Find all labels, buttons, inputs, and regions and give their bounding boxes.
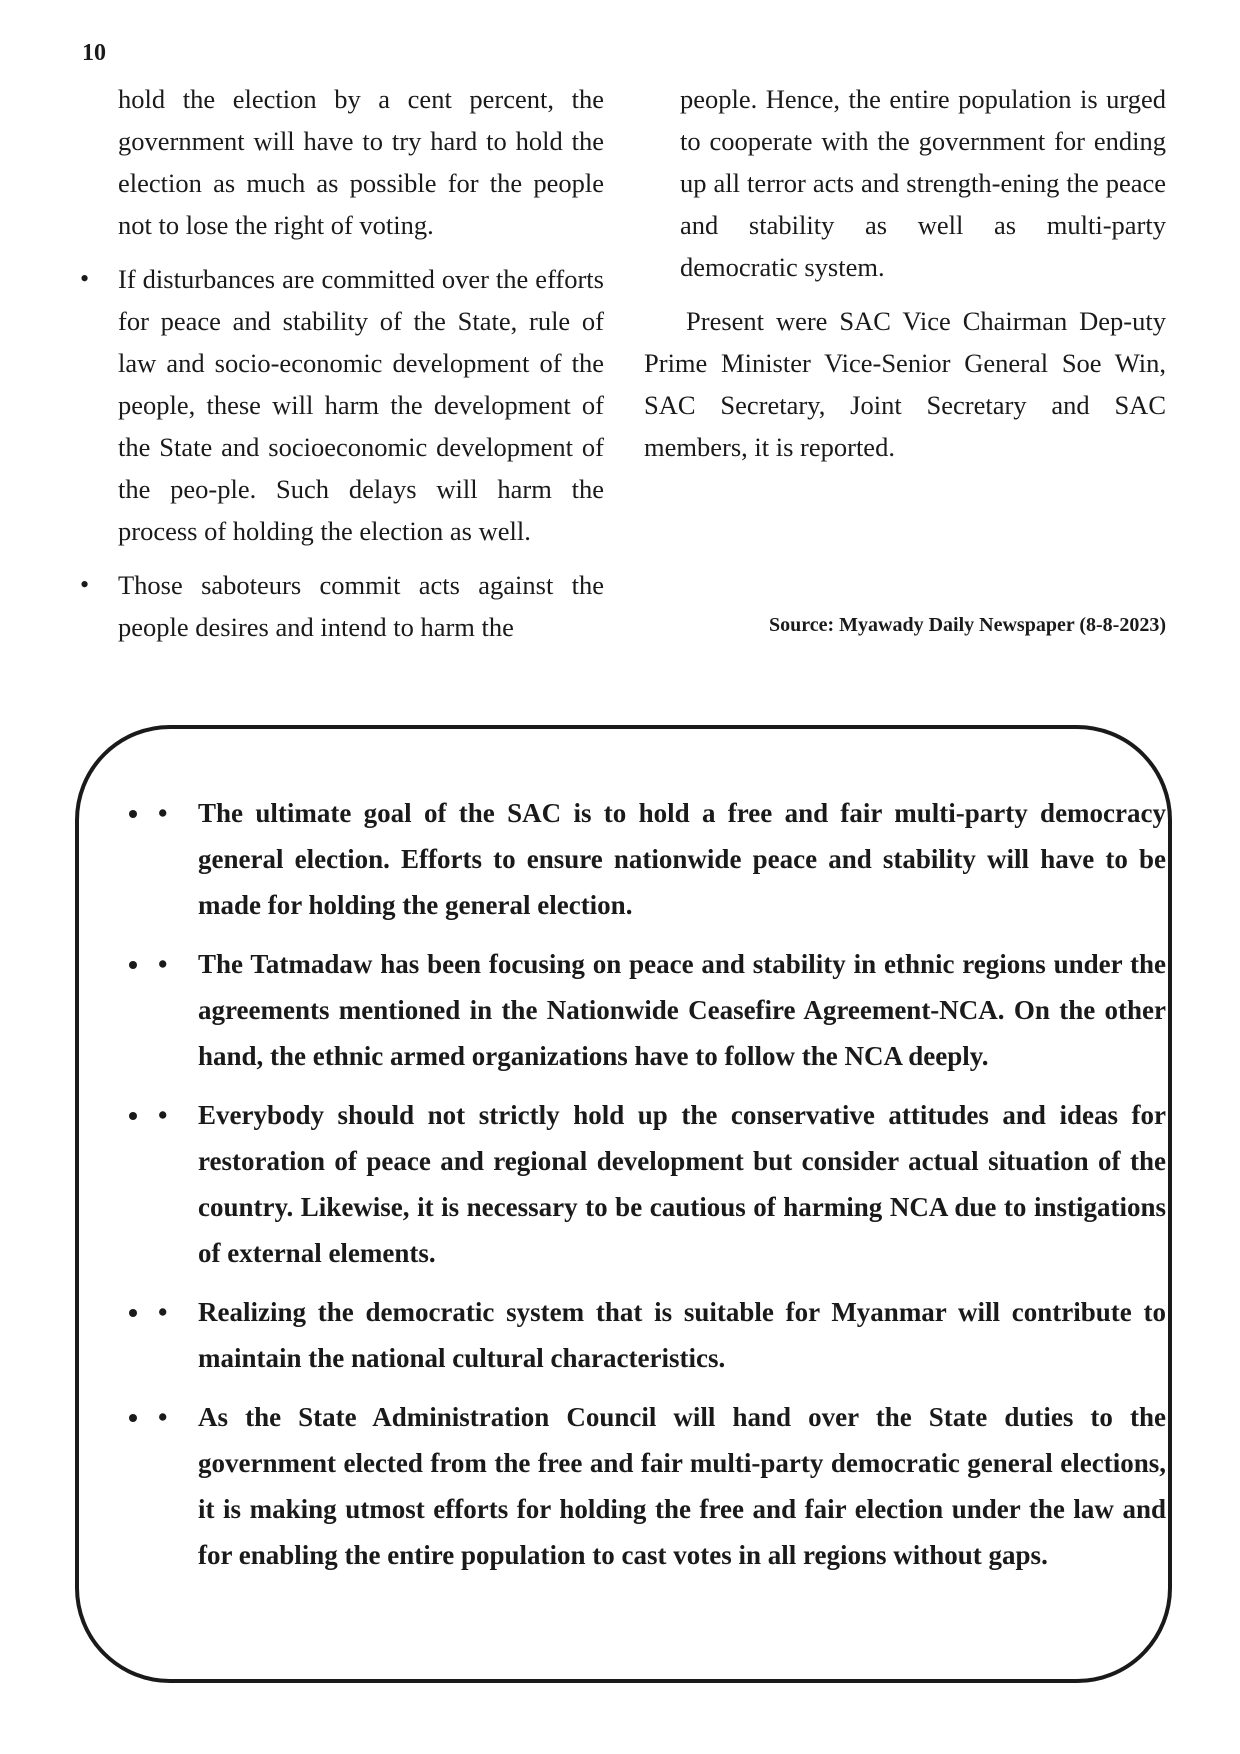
list-item: • Those saboteurs commit acts against the people desires and intend to harm the [80, 564, 604, 648]
page-number: 10 [82, 40, 106, 66]
right-continuation-text: people. Hence, the entire population is urged to cooperate with the government for ending up all terror acts and strength-ening the peace and stability as well as multi-party democratic system. [680, 84, 1166, 282]
list-item: • • As the State Administration Council will hand over the State duties to the government elected from the free and fair multi-party democratic general elections, it is making utmost efforts for holding the free and fair election under the law and for enabling the entire population to cast votes in all regions without gaps. [152, 1394, 1166, 1578]
left-bullet-list [80, 258, 604, 648]
source-citation: Source: Myawady Daily Newspaper (8-8-2023) [768, 614, 1166, 636]
list-item: • • Realizing the democratic system that is suitable for Myanmar will contribute to maintain the national cultural characteristics. [152, 1289, 1166, 1381]
attendance-paragraph: Present were SAC Vice Chairman Dep-uty Prime Minister Vice-Senior General Soe Win, SAC Secretary, Joint Secretary and SAC members, it is reported. [644, 306, 1166, 462]
left-column [80, 78, 604, 648]
list-item: • If disturbances are committed over the efforts for peace and stability of the State, rule of law and socio-economic development of the people, these will harm the development of the State and socioeconomic development of the peo-ple. Such delays will harm the process of holding the election as well. [80, 258, 604, 552]
list-item: • • The ultimate goal of the SAC is to hold a free and fair multi-party democracy general election. Efforts to ensure nationwide peace and stability will have to be made for holding the general election. [152, 790, 1166, 928]
left-continuation-text: hold the election by a cent percent, the government will have to try hard to hold the election as much as possible for the people not to lose the right of voting. [118, 84, 604, 240]
list-item: • • The Tatmadaw has been focusing on peace and stability in ethnic regions under the agreements mentioned in the Nationwide Ceasefire Agreement-NCA. On the other hand, the ethnic armed organizations have to follow the NCA deeply. [152, 941, 1166, 1079]
highlight-bullet-list [112, 790, 1166, 1591]
list-item: • • Everybody should not strictly hold up the conservative attitudes and ideas for restoration of peace and regional development but consider actual situation of the country. Likewise, it is necessary to be cautious of harming NCA due to instigations of external elements. [152, 1092, 1166, 1276]
right-column [644, 78, 1166, 468]
